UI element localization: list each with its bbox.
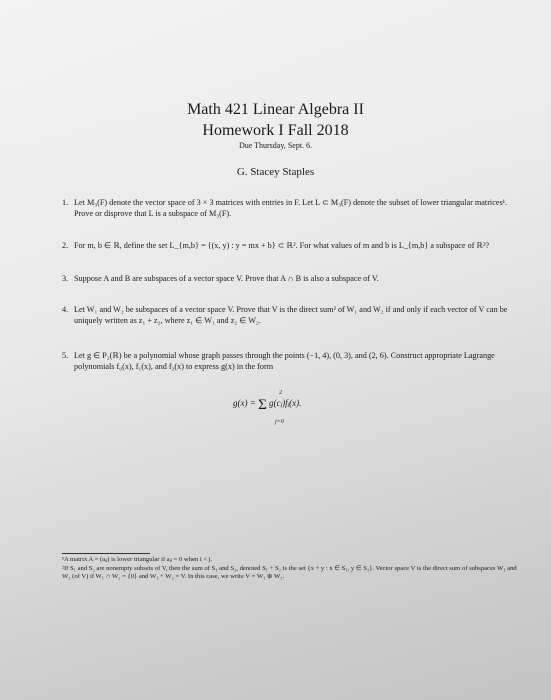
course-title: Math 421 Linear Algebra II — [187, 101, 364, 118]
assignment-title: Homework I Fall 2018 — [202, 122, 349, 139]
lagrange-formula — [233, 390, 302, 425]
problem-text: Let W₁ and W₂ be subspaces of a vector space V. Prove that V is the direct sum² of W₁ and W₂ if and only if each vector of V can be uniquely written as z₁ + z₂, where z₁ ∈ W₁ and z₂ ∈ W₂. — [74, 305, 508, 325]
problem-text: Let M₃(F) denote the vector space of 3 × 3 matrices with entries in F. Let L ⊂ M₃(F) denote the subset of lower triangular matrices¹. Prove or disprove that L is a subspace of M₃(F). — [74, 198, 508, 218]
footnote-1: ¹A matrix A = (aᵢⱼ) is lower triangular if aᵢⱼ = 0 when i < j. — [62, 556, 213, 563]
problem-1 — [62, 197, 522, 219]
problem-text: Let g ∈ P₂(ℝ) be a polynomial whose graph passes through the points (−1, 4), (0, 3), and (2, 6). Construct appropriate Lagrange polynomials f₀(x), f₁(x), and f₂(x) to express g(x) in the form — [74, 351, 495, 371]
problem-4 — [62, 304, 522, 326]
problem-text: For m, b ∈ ℝ, define the set L_{m,b} = {(x, y) : y = mx + b} ⊂ ℝ². For what values of m and b is L_{m,b} a subspace of ℝ²? — [74, 241, 490, 250]
problem-5 — [62, 350, 522, 372]
summation-symbol: Σ — [258, 397, 267, 413]
author-name: G. Stacey Staples — [236, 166, 315, 178]
problem-text: Suppose A and B are subspaces of a vector space V. Prove that A ∩ B is also a subspace of V. — [74, 274, 379, 283]
problem-number: 2. — [62, 241, 69, 250]
problem-number: 3. — [62, 274, 69, 283]
problem-2 — [62, 240, 522, 251]
footnote-divider — [62, 553, 150, 554]
problem-number: 1. — [62, 198, 69, 207]
problem-number: 4. — [62, 305, 69, 314]
problem-3 — [62, 273, 522, 284]
formula-lhs: g(x) = — [233, 398, 256, 408]
sum-upper-limit: 2 — [279, 390, 282, 396]
footnote-2: ²If S₁ and S₂ are nonempty subsets of V, then the sum of S₁ and S₂, denoted S₁ + S₂ is the set {x + y : x ∈ S₁, y ∈ S₂}. Vector space V is the direct sum of subspaces W₁ and W₂ (of V) if W₁ ∩ W₂ = {0} and W₁ + W₂ = V. In this case, we write V = W₁ ⊕ W₂. — [62, 565, 517, 580]
formula-rhs: g(cⱼ)fⱼ(x). — [269, 398, 302, 408]
problem-number: 5. — [62, 351, 69, 360]
due-date: Due Thursday, Sept. 6. — [238, 141, 313, 150]
sum-lower-limit: j=0 — [275, 419, 284, 425]
